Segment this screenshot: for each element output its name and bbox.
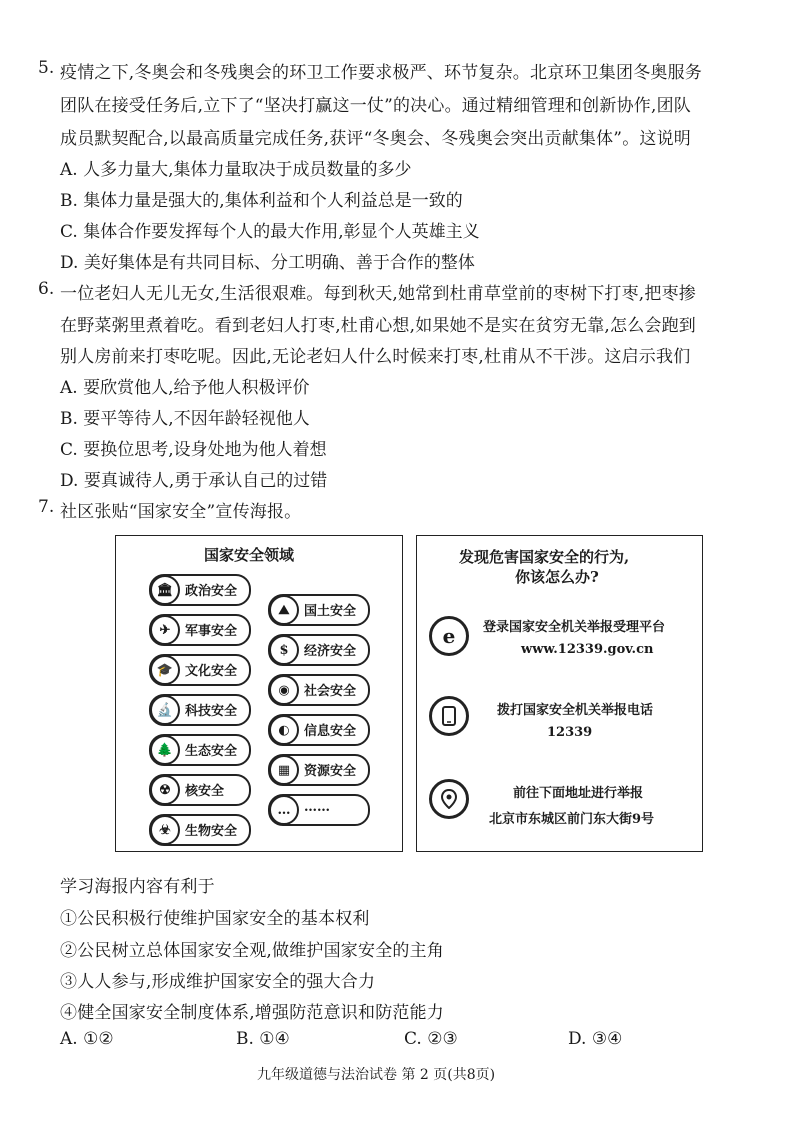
right-pill-0 (268, 594, 370, 626)
report-phone-number: 12339 (547, 725, 593, 740)
poster-left-title: 国家安全领域 (204, 546, 295, 564)
right-pill-3 (268, 714, 370, 746)
question-6-stem-line-3: 别人房前来打枣吃呢。因此,无论老妇人什么时候来打枣,杜甫从不干涉。这启示我们 (60, 347, 691, 367)
question-5-option-a: A. 人多力量大,集体力量取决于成员数量的多少 (60, 160, 412, 180)
statement-2: ②公民树立总体国家安全观,做维护国家安全的主角 (60, 941, 445, 961)
question-6-number: 6. (38, 279, 55, 299)
right-pill-2 (268, 674, 370, 706)
more-icon: … (269, 795, 299, 825)
question-5-option-d: D. 美好集体是有共同目标、分工明确、善于合作的整体 (60, 253, 475, 273)
left-pill-6 (149, 814, 251, 846)
report-address: 北京市东城区前门东大街9号 (489, 812, 655, 827)
question-7-choice-c: C. ②③ (404, 1029, 458, 1049)
phone-icon (429, 696, 469, 736)
question-6-option-a: A. 要欣赏他人,给予他人积极评价 (60, 378, 310, 398)
question-5-stem-line-1: 疫情之下,冬奥会和冬残奥会的环卫工作要求极严、环节复杂。北京环卫集团冬奥服务 (60, 63, 703, 83)
mountain-icon: ⛰ (269, 595, 299, 625)
question-5-option-c: C. 集体合作要发挥每个人的最大作用,彰显个人英雄主义 (60, 222, 480, 242)
right-pill-label: 国土安全 (304, 604, 357, 619)
building-icon: 🏛 (150, 575, 180, 605)
left-pill-0 (149, 574, 251, 606)
money-bag-icon: $ (269, 635, 299, 665)
left-pill-label: 政治安全 (185, 584, 238, 599)
question-6-stem-line-1: 一位老妇人无儿无女,生活很艰难。每到秋天,她常到杜甫草堂前的枣树下打枣,把枣掺 (60, 284, 697, 304)
left-pill-label: 生物安全 (185, 824, 238, 839)
question-7-lead: 学习海报内容有利于 (60, 877, 215, 897)
question-7-choice-b: B. ①④ (236, 1029, 290, 1049)
right-pill-label: 资源安全 (304, 764, 357, 779)
location-pin-icon (429, 779, 469, 819)
left-pill-label: 军事安全 (185, 624, 238, 639)
browser-e-icon: e (429, 616, 469, 656)
plane-icon: ✈ (150, 615, 180, 645)
statement-4: ④健全国家安全制度体系,增强防范意识和防范能力 (60, 1003, 445, 1023)
question-5-option-b: B. 集体力量是强大的,集体利益和个人利益总是一致的 (60, 191, 463, 211)
radiation-icon: ☢ (150, 775, 180, 805)
statement-3: ③人人参与,形成维护国家安全的强大合力 (60, 972, 376, 992)
poster-right-title-line-1: 发现危害国家安全的行为, (459, 548, 630, 566)
graduation-cap-icon: 🎓 (150, 655, 180, 685)
right-pill-label: 经济安全 (304, 644, 357, 659)
left-pill-label: 科技安全 (185, 704, 238, 719)
right-pill-1 (268, 634, 370, 666)
biohazard-icon: ☣ (150, 815, 180, 845)
question-7-choice-d: D. ③④ (568, 1029, 623, 1049)
question-5-number: 5. (38, 58, 55, 78)
report-phone-text: 拨打国家安全机关举报电话 (497, 703, 654, 718)
question-7-choice-a: A. ①② (60, 1029, 114, 1049)
left-pill-1 (149, 614, 251, 646)
microscope-icon: 🔬 (150, 695, 180, 725)
page-footer: 九年级道德与法治试卷 第 2 页(共8页) (257, 1067, 496, 1083)
left-pill-label: 文化安全 (185, 664, 238, 679)
question-7-stem: 社区张贴“国家安全”宣传海报。 (60, 502, 302, 522)
question-6-option-d: D. 要真诚待人,勇于承认自己的过错 (60, 471, 328, 491)
report-address-text: 前往下面地址进行举报 (513, 786, 644, 801)
right-pill-5 (268, 794, 370, 826)
right-pill-4 (268, 754, 370, 786)
question-7-number: 7. (38, 497, 55, 517)
right-pill-label: 社会安全 (304, 684, 357, 699)
shield-icon: ◐ (269, 715, 299, 745)
left-pill-label: 生态安全 (185, 744, 238, 759)
left-pill-2 (149, 654, 251, 686)
report-platform-url: www.12339.gov.cn (521, 642, 654, 657)
grid-icon: ▦ (269, 755, 299, 785)
left-pill-4 (149, 734, 251, 766)
right-pill-label: 信息安全 (304, 724, 357, 739)
right-pill-label: …… (304, 800, 330, 815)
left-pill-3 (149, 694, 251, 726)
question-5-stem-line-3: 成员默契配合,以最高质量完成任务,获评“冬奥会、冬残奥会突出贡献集体”。这说明 (60, 129, 691, 149)
poster-right-title-line-2: 你该怎么办? (515, 568, 599, 586)
report-platform-text: 登录国家安全机关举报受理平台 (483, 620, 666, 635)
tree-icon: 🌲 (150, 735, 180, 765)
left-pill-label: 核安全 (185, 784, 225, 799)
statement-1: ①公民积极行使维护国家安全的基本权利 (60, 909, 370, 929)
poster-report-actions (416, 535, 703, 852)
question-6-option-b: B. 要平等待人,不因年龄轻视他人 (60, 409, 310, 429)
question-6-stem-line-2: 在野菜粥里煮着吃。看到老妇人打枣,杜甫心想,如果她不是实在贫穷无靠,怎么会跑到 (60, 316, 697, 336)
poster-security-domains (115, 535, 403, 852)
question-6-option-c: C. 要换位思考,设身处地为他人着想 (60, 440, 327, 460)
question-5-stem-line-2: 团队在接受任务后,立下了“坚决打赢这一仗”的决心。通过精细管理和创新协作,团队 (60, 96, 691, 116)
signal-icon: ◉ (269, 675, 299, 705)
left-pill-5 (149, 774, 251, 806)
